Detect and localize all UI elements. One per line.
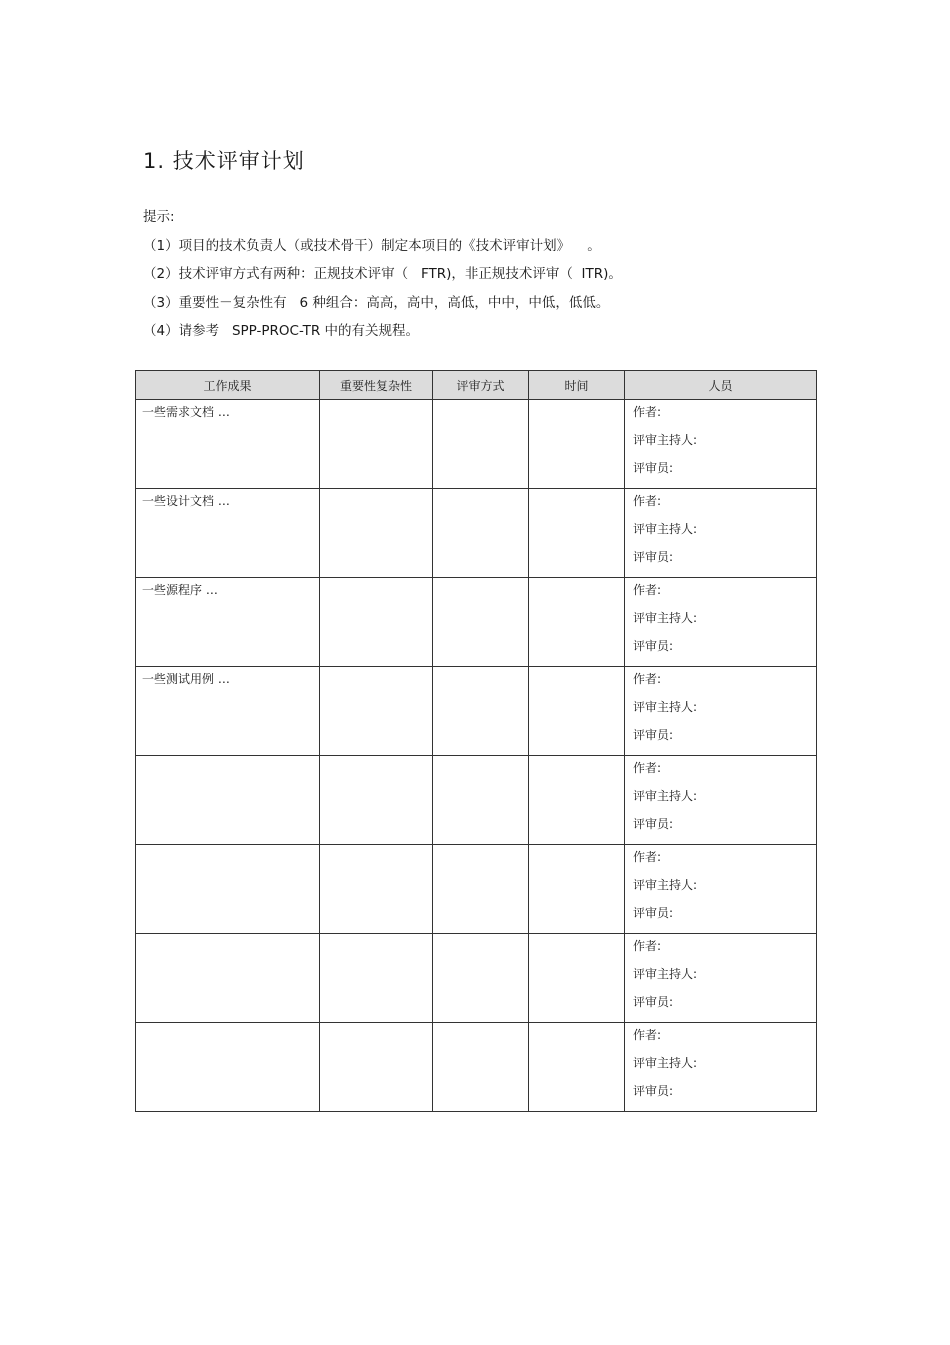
label-review-host: 评审主持人: <box>633 611 698 625</box>
header-work-product: 工作成果 <box>136 371 320 400</box>
label-reviewer: 评审员: <box>633 461 674 475</box>
cell-work-product: 一些需求文档 … <box>136 400 320 489</box>
label-reviewer: 评审员: <box>633 1084 674 1098</box>
label-reviewer: 评审员: <box>633 995 674 1009</box>
table-row <box>136 400 817 489</box>
cell-review-method <box>433 845 529 934</box>
label-review-host: 评审主持人: <box>633 878 698 892</box>
cell-work-product <box>136 1023 320 1112</box>
label-review-host: 评审主持人: <box>633 700 698 714</box>
table-header-row <box>136 371 817 400</box>
header-importance-complexity: 重要性复杂性 <box>320 371 433 400</box>
cell-importance-complexity <box>320 1023 433 1112</box>
cell-review-method <box>433 1023 529 1112</box>
cell-personnel <box>625 845 817 934</box>
table-body <box>136 400 817 1112</box>
cell-time <box>529 489 625 578</box>
cell-importance-complexity <box>320 489 433 578</box>
table-row <box>136 489 817 578</box>
hint-item-4: （4）请参考 SPP-PROC-TR 中的有关规程。 <box>143 323 420 339</box>
header-personnel: 人员 <box>625 371 817 400</box>
cell-importance-complexity <box>320 845 433 934</box>
table-row <box>136 667 817 756</box>
cell-time <box>529 845 625 934</box>
cell-importance-complexity <box>320 667 433 756</box>
table-row <box>136 578 817 667</box>
table-row <box>136 934 817 1023</box>
table-row <box>136 756 817 845</box>
label-review-host: 评审主持人: <box>633 1056 698 1070</box>
cell-personnel <box>625 1023 817 1112</box>
cell-personnel <box>625 578 817 667</box>
hint-item-1: （1）项目的技术负责人（或技术骨干）制定本项目的《技术评审计划》 。 <box>143 237 601 254</box>
cell-review-method <box>433 667 529 756</box>
label-reviewer: 评审员: <box>633 550 674 564</box>
cell-review-method <box>433 578 529 667</box>
label-author: 作者: <box>633 761 662 775</box>
label-review-host: 评审主持人: <box>633 789 698 803</box>
label-author: 作者: <box>633 672 662 686</box>
cell-time <box>529 400 625 489</box>
cell-time <box>529 934 625 1023</box>
cell-time <box>529 1023 625 1112</box>
cell-time <box>529 756 625 845</box>
label-author: 作者: <box>633 494 662 508</box>
label-reviewer: 评审员: <box>633 906 674 920</box>
label-review-host: 评审主持人: <box>633 522 698 536</box>
label-author: 作者: <box>633 939 662 953</box>
hint-item-3: （3）重要性－复杂性有 6 种组合：高高，高中，高低，中中，中低，低低。 <box>143 294 610 311</box>
cell-personnel <box>625 489 817 578</box>
cell-work-product <box>136 756 320 845</box>
cell-review-method <box>433 489 529 578</box>
cell-importance-complexity <box>320 578 433 667</box>
cell-review-method <box>433 934 529 1023</box>
cell-importance-complexity <box>320 400 433 489</box>
cell-time <box>529 667 625 756</box>
cell-importance-complexity <box>320 934 433 1023</box>
label-author: 作者: <box>633 583 662 597</box>
cell-personnel <box>625 667 817 756</box>
label-reviewer: 评审员: <box>633 639 674 653</box>
label-review-host: 评审主持人: <box>633 967 698 981</box>
cell-work-product: 一些设计文档 … <box>136 489 320 578</box>
cell-importance-complexity <box>320 756 433 845</box>
table-row <box>136 845 817 934</box>
label-author: 作者: <box>633 1028 662 1042</box>
cell-personnel <box>625 934 817 1023</box>
review-plan-table <box>135 370 817 1112</box>
cell-work-product: 一些源程序 … <box>136 578 320 667</box>
cell-review-method <box>433 756 529 845</box>
cell-review-method <box>433 400 529 489</box>
cell-work-product: 一些测试用例 … <box>136 667 320 756</box>
hint-item-2: （2）技术评审方式有两种：正规技术评审（ FTR)，非正规技术评审（ ITR)。 <box>143 266 622 282</box>
label-reviewer: 评审员: <box>633 817 674 831</box>
cell-personnel <box>625 756 817 845</box>
cell-work-product <box>136 934 320 1023</box>
label-review-host: 评审主持人: <box>633 433 698 447</box>
label-author: 作者: <box>633 850 662 864</box>
label-author: 作者: <box>633 405 662 419</box>
page-title: 1. 技术评审计划 <box>143 149 305 173</box>
header-time: 时间 <box>529 371 625 400</box>
header-review-method: 评审方式 <box>433 371 529 400</box>
hints-heading: 提示: <box>143 209 175 225</box>
table-row <box>136 1023 817 1112</box>
cell-personnel <box>625 400 817 489</box>
cell-work-product <box>136 845 320 934</box>
label-reviewer: 评审员: <box>633 728 674 742</box>
cell-time <box>529 578 625 667</box>
hints-section <box>143 203 622 346</box>
